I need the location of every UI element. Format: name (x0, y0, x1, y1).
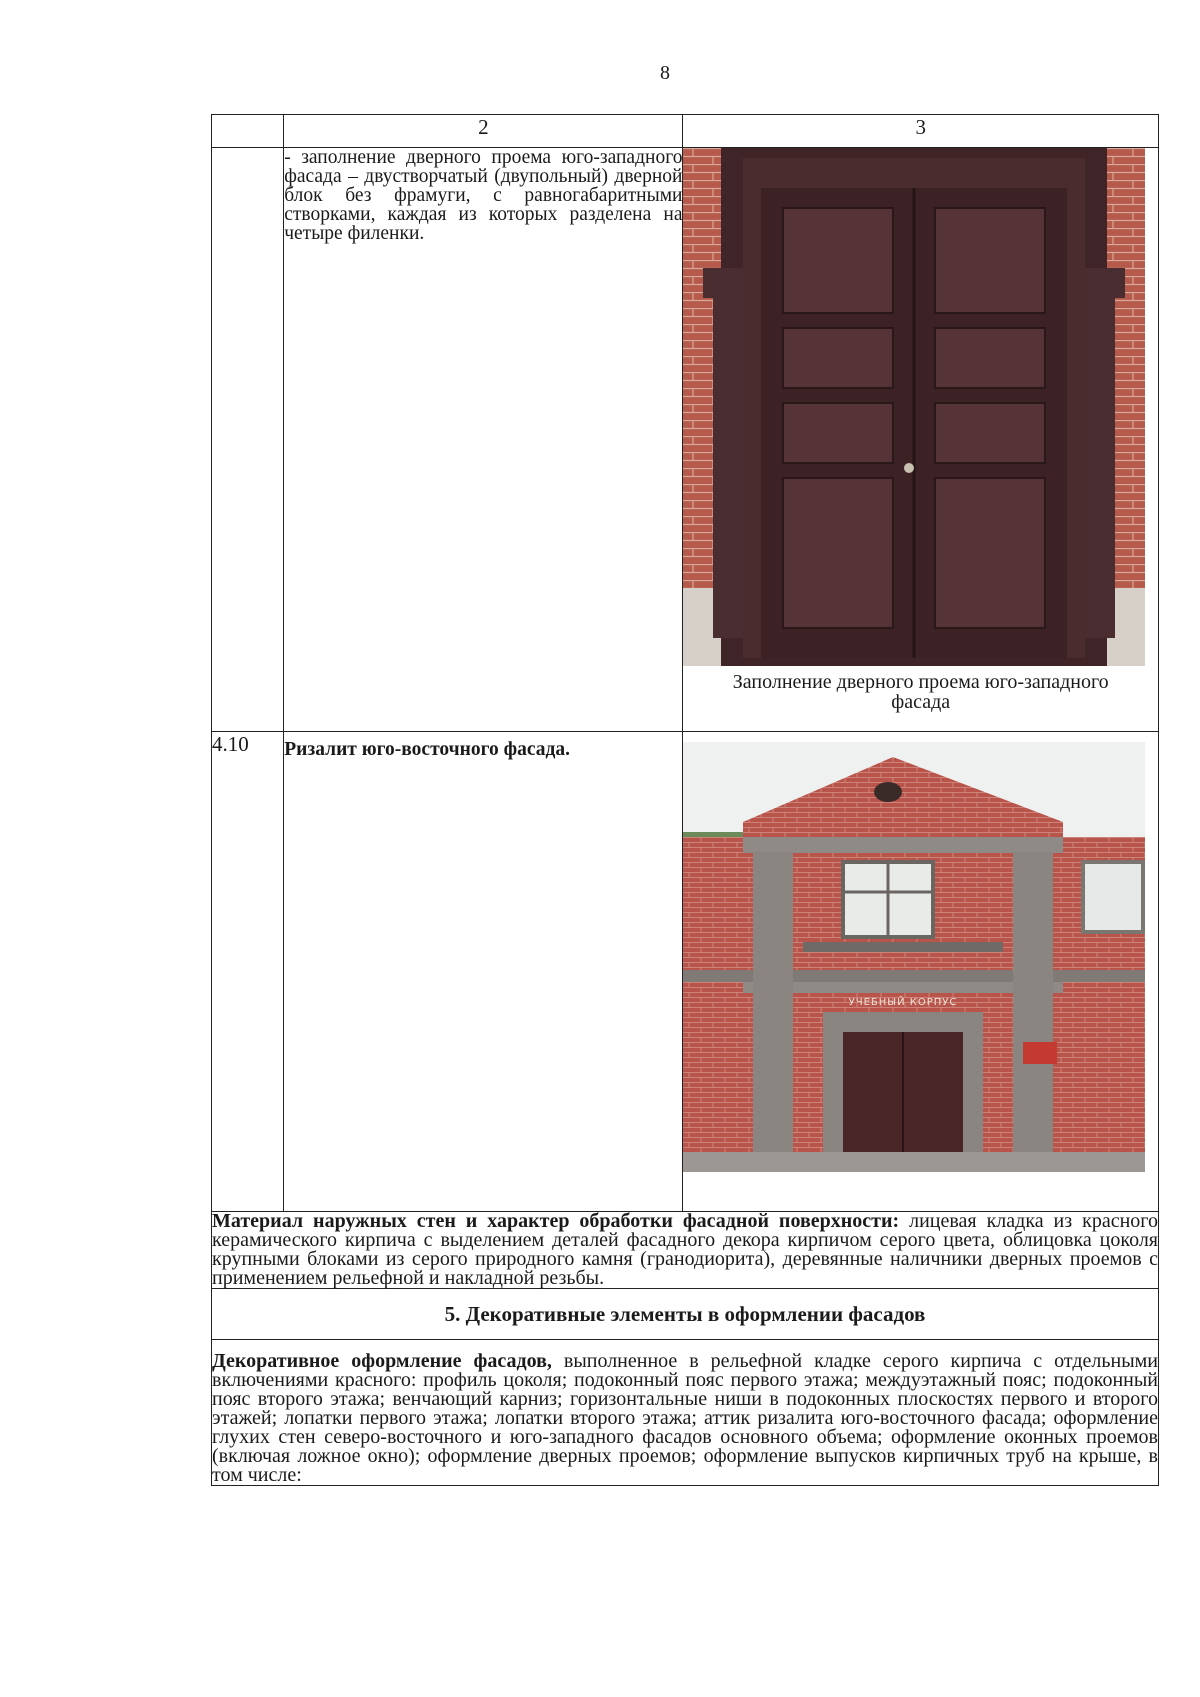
header-col-2: 2 (284, 115, 683, 148)
facade-sign: УЧЕБНЫЙ КОРПУС (849, 997, 958, 1008)
header-col-3: 3 (683, 115, 1159, 148)
material-cell (212, 1212, 1159, 1289)
material-text: лицевая кладка из красного керамического кирпича с выделением деталей фасадного декора кирпичом серого цвета, облицовка цоколя крупными блоками из серого природного камня (гранодиорита), деревянные наличники дверных проемов с применением рельефной и накладной резьбы. (212, 1210, 1158, 1289)
header-col-1 (212, 115, 284, 148)
door-photo-cell (683, 148, 1159, 732)
decor-text: выполненное в рельефной кладке серого кирпича с отдельными включениями красного: профиль цоколя; подоконный пояс первого этажа; междуэтажный пояс; подоконный пояс второго этажа; венчающий карниз; горизонтальные ниши в подоконных плоскостях первого и второго этажей; лопатки первого этажа; лопатки второго этажа; аттик ризалита юго-восточного фасада; оформление глухих стен северо-восточного и юго-западного фасадов основного объема; оформление оконных проемов (включая ложное окно); оформление дверных проемов; оформление выпусков кирпичных труб на крыше, в том числе: (212, 1350, 1158, 1486)
row-section-5 (212, 1289, 1159, 1340)
risalit-photo (683, 742, 1145, 1172)
door-photo (683, 148, 1145, 666)
door-description: - заполнение дверного проема юго-западного фасада – двустворчатый (двупольный) дверной блок без фрамуги, с равногабаритными створками, каждая из которых разделена на четыре филенки. (284, 148, 683, 732)
document-table (211, 114, 1159, 1486)
row-risalit (212, 732, 1159, 1212)
door-photo-caption: Заполнение дверного проема юго-западного фасада (732, 671, 1109, 713)
section-5-title: 5. Декоративные элементы в оформлении фасадов (212, 1289, 1159, 1340)
row-number: 4.10 (212, 732, 284, 1212)
decor-cell (212, 1340, 1159, 1486)
row-number (212, 148, 284, 732)
row-material (212, 1212, 1159, 1289)
row-door-infill (212, 148, 1159, 732)
risalit-photo-cell (683, 732, 1159, 1212)
risalit-title: Ризалит юго-восточного фасада. (284, 732, 683, 1212)
row-decor (212, 1340, 1159, 1486)
header-row (212, 115, 1159, 148)
decor-label: Декоративное оформление фасадов, (212, 1350, 552, 1372)
material-label: Материал наружных стен и характер обработки фасадной поверхности: (212, 1210, 900, 1232)
page-number: 8 (660, 62, 670, 84)
